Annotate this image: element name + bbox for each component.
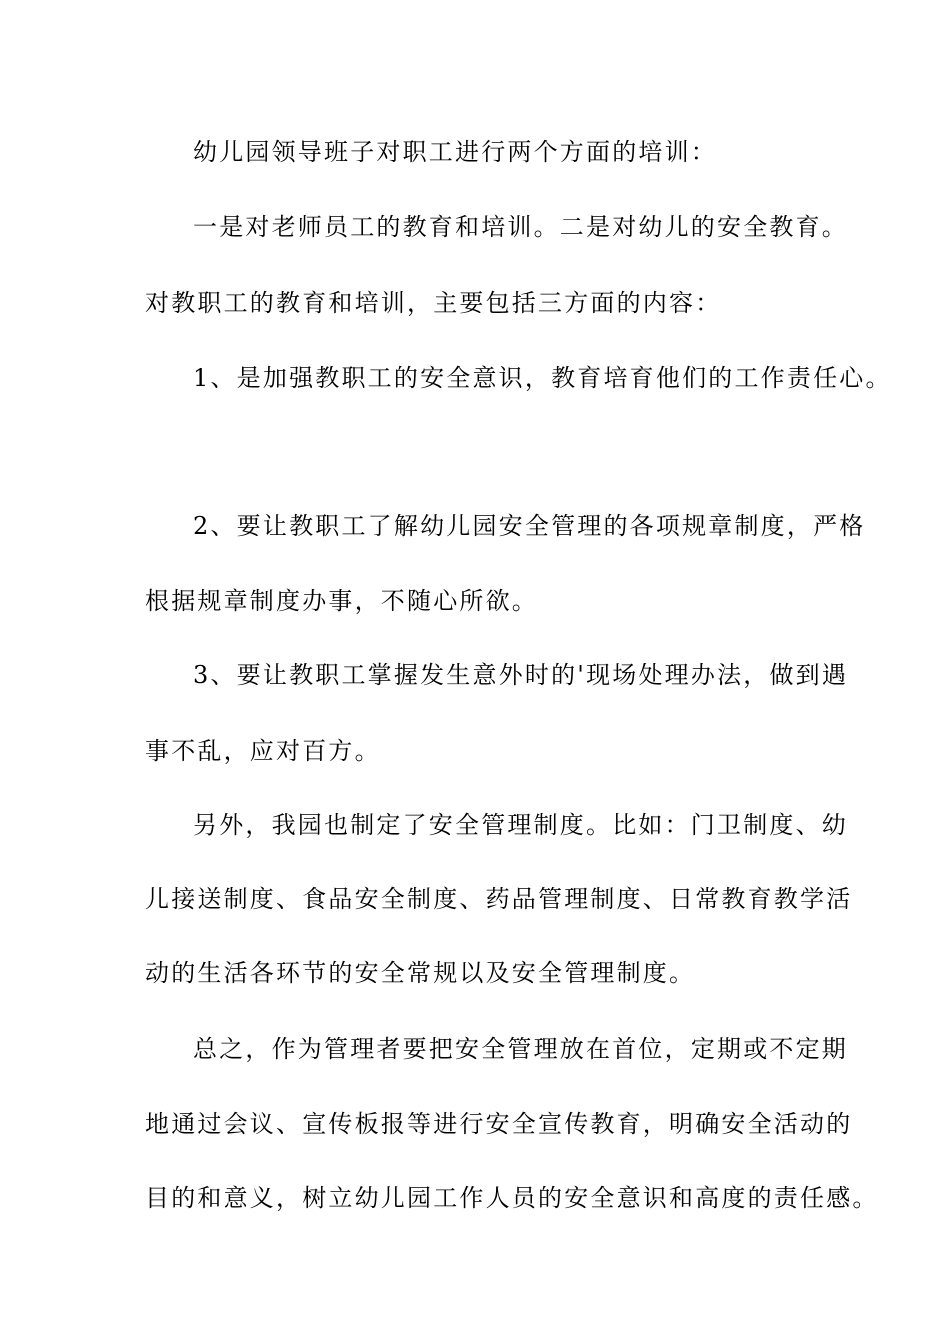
list-item-3-line-1: 3、要让教职工掌握发生意外时的'现场处理办法，做到遇	[193, 661, 849, 689]
list-item-3-line-2: 事不乱，应对百方。	[145, 737, 381, 765]
paragraph-intro-line: 幼儿园领导班子对职工进行两个方面的培训：	[193, 138, 717, 166]
paragraph-rules-line-3: 动的生活各环节的安全常规以及安全管理制度。	[145, 959, 696, 987]
paragraph-rules-line-1: 另外，我园也制定了安全管理制度。比如：门卫制度、幼	[193, 811, 848, 839]
list-item-2-line-2: 根据规章制度办事，不随心所欲。	[145, 587, 538, 615]
paragraph-three-contents-line: 对教职工的教育和培训，主要包括三方面的内容：	[145, 289, 722, 317]
paragraph-rules-line-2: 儿接送制度、食品安全制度、药品管理制度、日常教育教学活	[145, 885, 853, 913]
paragraph-two-aspects-line: 一是对老师员工的教育和培训。二是对幼儿的安全教育。	[193, 213, 848, 241]
paragraph-summary-line-3: 目的和意义，树立幼儿园工作人员的安全意识和高度的责任感。	[145, 1184, 879, 1212]
list-item-1-line: 1、是加强教职工的安全意识，教育培育他们的工作责任心。	[193, 364, 892, 392]
paragraph-summary-line-2: 地通过会议、宣传板报等进行安全宣传教育，明确安全活动的	[145, 1110, 853, 1138]
list-item-2-line-1: 2、要让教职工了解幼儿园安全管理的各项规章制度，严格	[193, 512, 866, 540]
paragraph-summary-line-1: 总之，作为管理者要把安全管理放在首位，定期或不定期	[193, 1035, 848, 1063]
